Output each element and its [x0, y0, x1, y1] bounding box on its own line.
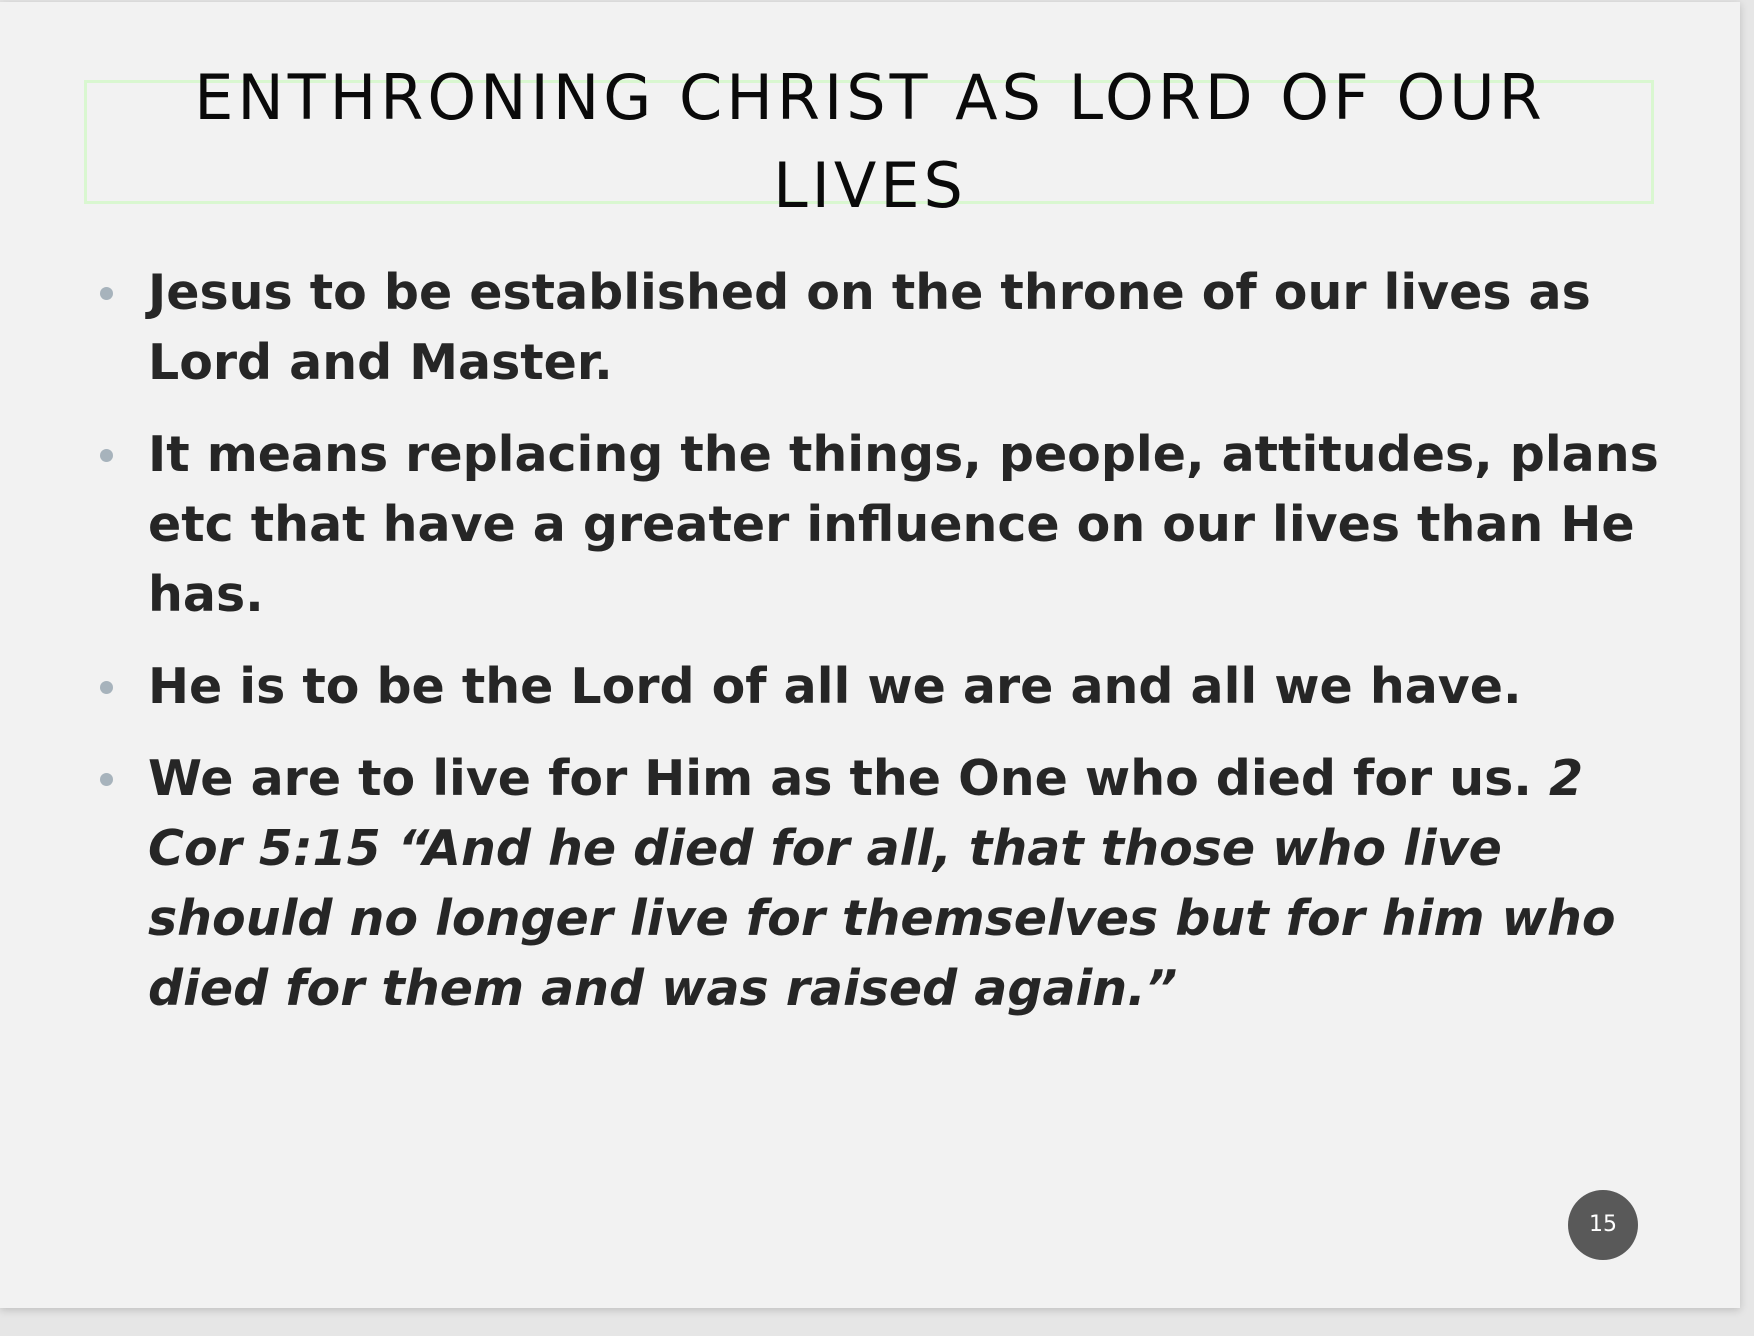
bullet-text: He is to be the Lord of all we are and all we have. — [148, 658, 1522, 715]
bullet-dot-icon — [100, 287, 113, 300]
bullet-dot-icon — [100, 449, 113, 462]
slide — [0, 2, 1740, 1308]
bullet-list — [100, 258, 1680, 1046]
bullet-text: We are to live for Him as the One who died for us. — [148, 750, 1549, 807]
slide-title: ENTHRONING CHRIST AS LORD OF OUR LIVES — [194, 61, 1546, 222]
bullet-dot-icon — [100, 773, 113, 786]
page-number-badge: 15 — [1568, 1190, 1638, 1260]
bullet-item — [100, 652, 1680, 722]
scripture-reference: 2 Cor 5:15 “And he died for all, that those who live should no longer live for themselves but for him who died for them and was raised again.” — [148, 750, 1616, 1017]
bullet-text: Jesus to be established on the throne of our lives as Lord and Master. — [148, 264, 1591, 391]
bullet-dot-icon — [100, 681, 113, 694]
bullet-text: It means replacing the things, people, attitudes, plans etc that have a greater influence on our lives than He has. — [148, 426, 1659, 623]
bullet-item — [100, 258, 1680, 398]
bullet-item — [100, 420, 1680, 630]
bullet-item — [100, 744, 1680, 1024]
